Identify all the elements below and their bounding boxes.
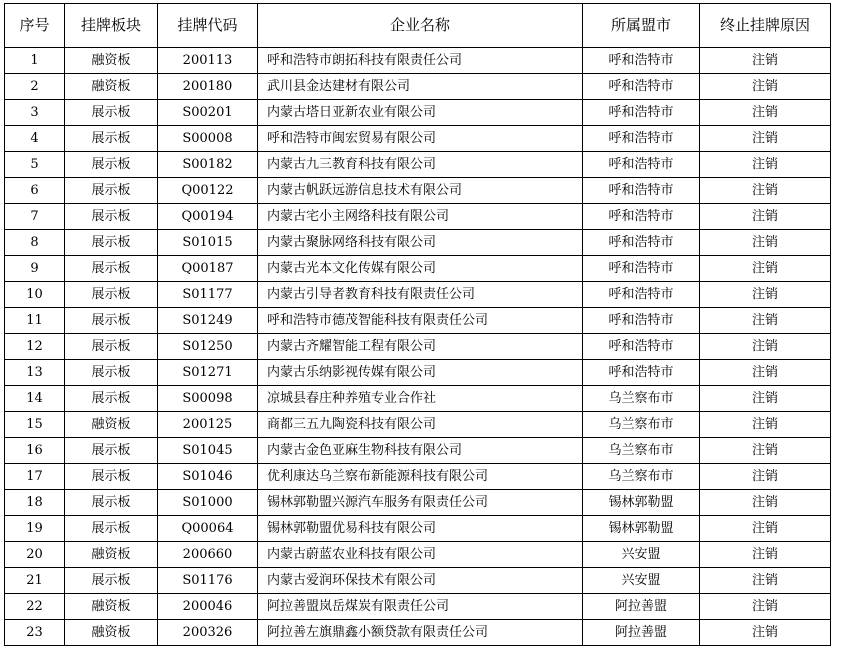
cell-code: S00201 [158,100,258,126]
cell-reason: 注销 [700,204,831,230]
table-row [5,204,831,230]
cell-reason: 注销 [700,256,831,282]
cell-city: 乌兰察布市 [583,464,700,490]
cell-city: 呼和浩特市 [583,282,700,308]
cell-reason: 注销 [700,386,831,412]
cell-code: 200326 [158,620,258,646]
cell-board: 展示板 [65,256,158,282]
header-company: 企业名称 [258,4,583,48]
cell-city: 呼和浩特市 [583,204,700,230]
cell-board: 展示板 [65,438,158,464]
cell-board: 展示板 [65,516,158,542]
cell-city: 呼和浩特市 [583,308,700,334]
cell-seq: 14 [5,386,65,412]
table-row [5,178,831,204]
cell-seq: 4 [5,126,65,152]
cell-reason: 注销 [700,100,831,126]
cell-reason: 注销 [700,74,831,100]
cell-board: 展示板 [65,178,158,204]
cell-seq: 21 [5,568,65,594]
cell-seq: 23 [5,620,65,646]
cell-company: 内蒙古九三教育科技有限公司 [258,152,583,178]
cell-company: 内蒙古爱润环保技术有限公司 [258,568,583,594]
cell-code: 200046 [158,594,258,620]
cell-board: 展示板 [65,490,158,516]
cell-seq: 17 [5,464,65,490]
cell-company: 阿拉善盟岚岳煤炭有限责任公司 [258,594,583,620]
cell-reason: 注销 [700,152,831,178]
cell-company: 内蒙古塔日亚新农业有限公司 [258,100,583,126]
cell-seq: 11 [5,308,65,334]
cell-city: 呼和浩特市 [583,126,700,152]
cell-reason: 注销 [700,126,831,152]
cell-reason: 注销 [700,568,831,594]
cell-city: 呼和浩特市 [583,178,700,204]
cell-board: 展示板 [65,308,158,334]
cell-city: 呼和浩特市 [583,256,700,282]
cell-city: 阿拉善盟 [583,620,700,646]
table-row [5,152,831,178]
cell-company: 阿拉善左旗鼎鑫小额贷款有限责任公司 [258,620,583,646]
cell-city: 呼和浩特市 [583,100,700,126]
cell-code: S01177 [158,282,258,308]
cell-company: 锡林郭勒盟优易科技有限公司 [258,516,583,542]
cell-seq: 10 [5,282,65,308]
cell-reason: 注销 [700,412,831,438]
cell-code: Q00194 [158,204,258,230]
cell-code: 200180 [158,74,258,100]
cell-reason: 注销 [700,620,831,646]
header-seq: 序号 [5,4,65,48]
cell-board: 展示板 [65,152,158,178]
delisting-table-container [4,3,831,646]
cell-city: 锡林郭勒盟 [583,490,700,516]
header-code: 挂牌代码 [158,4,258,48]
cell-seq: 7 [5,204,65,230]
cell-company: 内蒙古宅小主网络科技有限公司 [258,204,583,230]
cell-city: 乌兰察布市 [583,412,700,438]
cell-company: 内蒙古光本文化传媒有限公司 [258,256,583,282]
cell-seq: 12 [5,334,65,360]
header-city: 所属盟市 [583,4,700,48]
cell-code: S00008 [158,126,258,152]
cell-seq: 16 [5,438,65,464]
cell-reason: 注销 [700,178,831,204]
cell-seq: 19 [5,516,65,542]
table-row [5,594,831,620]
cell-reason: 注销 [700,230,831,256]
cell-company: 商都三五九陶瓷科技有限公司 [258,412,583,438]
cell-board: 融资板 [65,542,158,568]
cell-company: 优利康达乌兰察布新能源科技有限公司 [258,464,583,490]
cell-reason: 注销 [700,594,831,620]
cell-code: S01249 [158,308,258,334]
cell-company: 内蒙古乐纳影视传媒有限公司 [258,360,583,386]
cell-seq: 2 [5,74,65,100]
cell-reason: 注销 [700,438,831,464]
cell-code: S00098 [158,386,258,412]
cell-board: 展示板 [65,282,158,308]
cell-city: 呼和浩特市 [583,152,700,178]
cell-seq: 3 [5,100,65,126]
cell-city: 阿拉善盟 [583,594,700,620]
table-row [5,282,831,308]
cell-company: 呼和浩特市朗拓科技有限责任公司 [258,48,583,74]
cell-code: S01271 [158,360,258,386]
header-reason: 终止挂牌原因 [700,4,831,48]
table-row [5,542,831,568]
cell-board: 展示板 [65,100,158,126]
table-header [5,4,831,48]
cell-company: 武川县金达建材有限公司 [258,74,583,100]
cell-seq: 18 [5,490,65,516]
cell-code: Q00187 [158,256,258,282]
cell-code: S01000 [158,490,258,516]
cell-board: 融资板 [65,594,158,620]
table-row [5,490,831,516]
cell-reason: 注销 [700,48,831,74]
cell-city: 乌兰察布市 [583,438,700,464]
table-row [5,386,831,412]
table-row [5,256,831,282]
cell-seq: 6 [5,178,65,204]
cell-seq: 20 [5,542,65,568]
table-row [5,620,831,646]
cell-board: 展示板 [65,126,158,152]
cell-city: 兴安盟 [583,542,700,568]
table-row [5,48,831,74]
cell-reason: 注销 [700,282,831,308]
cell-company: 呼和浩特市德茂智能科技有限责任公司 [258,308,583,334]
table-row [5,74,831,100]
cell-code: 200113 [158,48,258,74]
table-row [5,412,831,438]
cell-board: 融资板 [65,48,158,74]
table-row [5,334,831,360]
cell-city: 呼和浩特市 [583,230,700,256]
table-row [5,360,831,386]
cell-board: 展示板 [65,360,158,386]
cell-code: S01045 [158,438,258,464]
cell-seq: 15 [5,412,65,438]
cell-code: S01046 [158,464,258,490]
cell-city: 兴安盟 [583,568,700,594]
header-board: 挂牌板块 [65,4,158,48]
cell-board: 融资板 [65,74,158,100]
cell-code: 200660 [158,542,258,568]
cell-seq: 13 [5,360,65,386]
cell-seq: 8 [5,230,65,256]
cell-company: 内蒙古聚脉网络科技有限公司 [258,230,583,256]
cell-code: S00182 [158,152,258,178]
cell-company: 呼和浩特市闽宏贸易有限公司 [258,126,583,152]
cell-code: S01176 [158,568,258,594]
cell-code: Q00122 [158,178,258,204]
cell-board: 融资板 [65,412,158,438]
cell-reason: 注销 [700,308,831,334]
cell-code: Q00064 [158,516,258,542]
cell-company: 内蒙古齐耀智能工程有限公司 [258,334,583,360]
cell-seq: 5 [5,152,65,178]
cell-reason: 注销 [700,334,831,360]
cell-city: 呼和浩特市 [583,74,700,100]
cell-city: 呼和浩特市 [583,334,700,360]
cell-board: 展示板 [65,204,158,230]
cell-board: 展示板 [65,334,158,360]
cell-reason: 注销 [700,464,831,490]
table-row [5,438,831,464]
cell-seq: 1 [5,48,65,74]
table-row [5,516,831,542]
cell-company: 内蒙古金色亚麻生物科技有限公司 [258,438,583,464]
table-row [5,308,831,334]
cell-board: 展示板 [65,230,158,256]
cell-company: 内蒙古帆跃远游信息技术有限公司 [258,178,583,204]
table-row [5,100,831,126]
cell-code: 200125 [158,412,258,438]
cell-board: 展示板 [65,386,158,412]
table-row [5,126,831,152]
table-row [5,568,831,594]
cell-board: 融资板 [65,620,158,646]
cell-code: S01015 [158,230,258,256]
cell-board: 展示板 [65,568,158,594]
header-row [5,4,831,48]
cell-company: 内蒙古引导者教育科技有限责任公司 [258,282,583,308]
cell-city: 呼和浩特市 [583,48,700,74]
table-row [5,230,831,256]
delisting-table [4,3,831,646]
cell-company: 内蒙古蔚蓝农业科技有限公司 [258,542,583,568]
cell-code: S01250 [158,334,258,360]
cell-board: 展示板 [65,464,158,490]
cell-company: 凉城县春庄种养殖专业合作社 [258,386,583,412]
cell-city: 锡林郭勒盟 [583,516,700,542]
cell-reason: 注销 [700,542,831,568]
cell-reason: 注销 [700,516,831,542]
cell-company: 锡林郭勒盟兴源汽车服务有限责任公司 [258,490,583,516]
cell-seq: 22 [5,594,65,620]
cell-reason: 注销 [700,360,831,386]
cell-city: 呼和浩特市 [583,360,700,386]
cell-seq: 9 [5,256,65,282]
cell-reason: 注销 [700,490,831,516]
table-body [5,48,831,646]
cell-city: 乌兰察布市 [583,386,700,412]
table-row [5,464,831,490]
